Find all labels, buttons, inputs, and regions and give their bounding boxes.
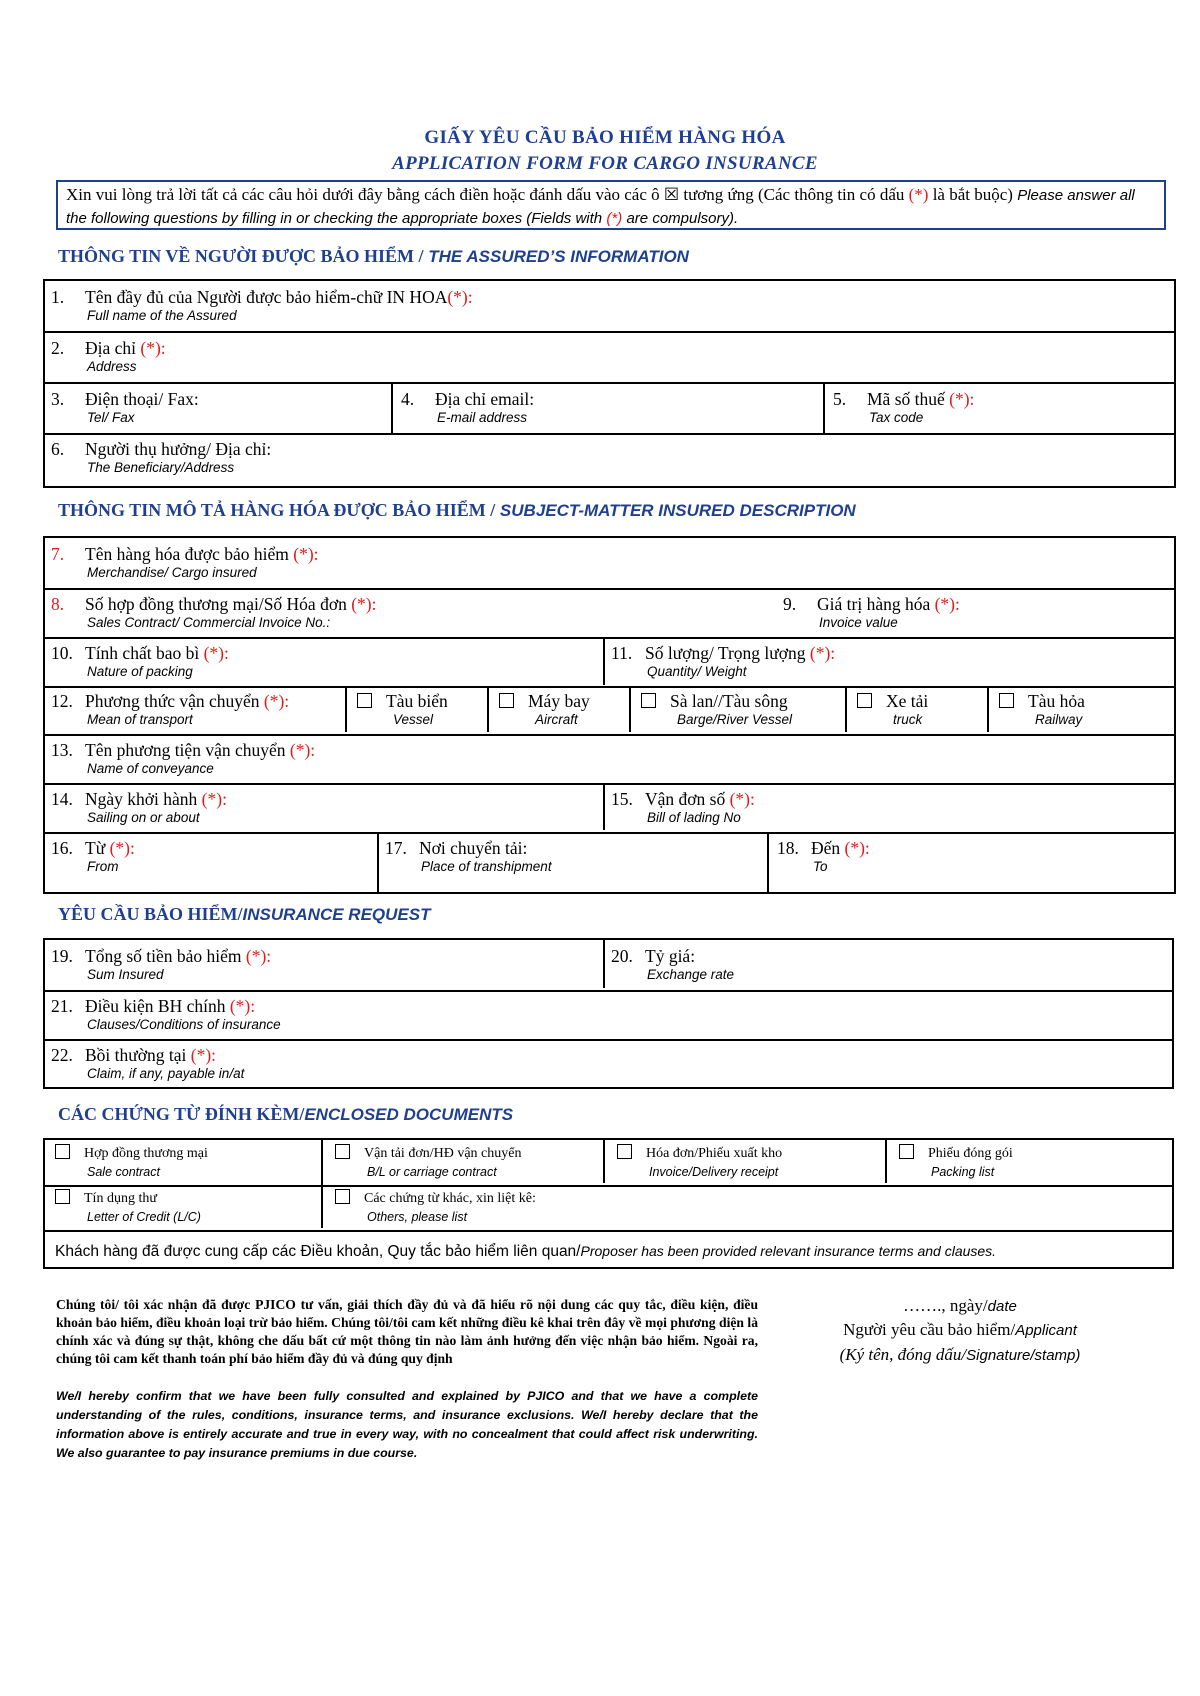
checkbox-vessel[interactable]: Tàu biển Vessel — [357, 691, 448, 728]
field-merchandise[interactable]: 7. Tên hàng hóa được bảo hiểm (*): Merchandise/ Cargo insured — [51, 544, 319, 580]
checkbox-icon[interactable] — [335, 1144, 350, 1159]
section-subject-heading: THÔNG TIN MÔ TẢ HÀNG HÓA ĐƯỢC BẢO HIỂM / SUBJECT-MATTER INSURED DESCRIPTION — [58, 500, 856, 520]
field-sailing-date[interactable]: 14. Ngày khởi hành (*): Sailing on or about — [51, 789, 227, 825]
required-mark-en: (*) — [606, 210, 623, 227]
checkbox-icon[interactable] — [357, 693, 372, 708]
instructions-en: Please answer all the following questions by filling in or checking the appropriate boxes (Fields with — [66, 187, 1135, 227]
field-tax-code[interactable]: 5. Mã số thuế (*): Tax code — [833, 389, 975, 425]
field-exchange-rate[interactable]: 20. Tỷ giá: Exchange rate — [611, 946, 735, 982]
terms-provided-statement: Khách hàng đã được cung cấp các Điều khoản, Quy tắc bảo hiểm liên quan/Proposer has been provided relevant insurance terms and clauses. — [55, 1243, 997, 1260]
checkbox-aircraft[interactable]: Máy bay Aircraft — [499, 691, 590, 728]
enclosed-documents-table — [43, 1138, 1174, 1269]
field-transport-mean: 12. Phương thức vận chuyển (*): Mean of transport — [51, 691, 290, 727]
field-email[interactable]: 4. Địa chỉ email: E-mail address — [401, 389, 535, 425]
checkbox-railway[interactable]: Tàu hỏa Railway — [999, 691, 1085, 728]
instructions-en-end: are compulsory). — [626, 210, 739, 227]
checkbox-icon[interactable] — [899, 1144, 914, 1159]
instructions-box — [56, 180, 1166, 230]
instructions-vi-end: là bắt buộc) — [932, 185, 1013, 204]
signature-applicant: Người yêu cầu bảo hiểm/Applicant — [843, 1320, 1077, 1339]
doc-packing-list[interactable]: Phiếu đóng gói Packing list — [899, 1145, 1013, 1181]
field-clauses[interactable]: 21. Điều kiện BH chính (*): Clauses/Conditions of insurance — [51, 996, 281, 1032]
field-full-name[interactable]: 1. Tên đầy đủ của Người được bảo hiểm-chữ IN HOA(*): Full name of the Assured — [51, 287, 473, 323]
checkbox-icon[interactable] — [857, 693, 872, 708]
section-assured-heading: THÔNG TIN VỀ NGƯỜI ĐƯỢC BẢO HIỂM / THE ASSURED’S INFORMATION — [58, 246, 689, 266]
required-mark: (*) — [908, 185, 929, 204]
doc-invoice[interactable]: Hóa đơn/Phiếu xuất kho Invoice/Delivery receipt — [617, 1145, 782, 1181]
form-title-en: APPLICATION FORM FOR CARGO INSURANCE — [392, 153, 818, 174]
field-tel-fax[interactable]: 3. Điện thoại/ Fax: Tel/ Fax — [51, 389, 199, 425]
field-conveyance[interactable]: 13. Tên phương tiện vận chuyển (*): Name of conveyance — [51, 740, 316, 776]
field-claim-payable[interactable]: 22. Bồi thường tại (*): Claim, if any, payable in/at — [51, 1045, 245, 1081]
field-transhipment[interactable]: 17. Nơi chuyển tải: Place of transhipment — [385, 838, 552, 874]
checkbox-icon[interactable] — [641, 693, 656, 708]
form-title-vi: GIẤY YÊU CẦU BẢO HIỂM HÀNG HÓA — [424, 127, 786, 148]
field-packing[interactable]: 10. Tính chất bao bì (*): Nature of packing — [51, 643, 229, 679]
checkbox-icon[interactable] — [617, 1144, 632, 1159]
doc-others[interactable]: Các chứng từ khác, xin liệt kê: Others, please list — [335, 1190, 536, 1226]
field-quantity[interactable]: 11. Số lượng/ Trọng lượng (*): Quantity/ Weight — [611, 643, 836, 679]
doc-letter-of-credit[interactable]: Tín dụng thư Letter of Credit (L/C) — [55, 1190, 201, 1226]
checkbox-icon[interactable] — [335, 1189, 350, 1204]
insurance-request-table — [43, 938, 1174, 1089]
checkbox-icon[interactable] — [499, 693, 514, 708]
declaration-vi: Chúng tôi/ tôi xác nhận đã được PJICO tư vấn, giải thích đầy đủ và đã hiểu rõ nội dung các quy tắc, điều kiện, điều khoản bảo hiểm, điều khoản loại trừ bảo hiểm. Chúng tôi/tôi cam kết những điều kê khai trên đây về mọi phương diện là chính xác và đúng sự thật, không che dấu bất cứ một thông tin nào làm ảnh hưởng đến việc nhận bảo hiểm. Ngoài ra, chúng tôi cam kết thanh toán phí bảo hiểm đầy đủ và đúng quy định — [56, 1297, 758, 1366]
signature-date[interactable]: ……., ngày/date — [903, 1296, 1017, 1315]
section-documents-heading: CÁC CHỨNG TỪ ĐÍNH KÈM/ENCLOSED DOCUMENTS — [58, 1104, 514, 1124]
checkbox-barge[interactable]: Sà lan//Tàu sông Barge/River Vessel — [641, 691, 792, 728]
field-sales-contract[interactable]: 8. Số hợp đồng thương mại/Số Hóa đơn (*): Sales Contract/ Commercial Invoice No.: — [51, 594, 377, 630]
field-bill-of-lading[interactable]: 15. Vận đơn số (*): Bill of lading No — [611, 789, 755, 825]
field-beneficiary[interactable]: 6. Người thụ hưởng/ Địa chỉ: The Beneficiary/Address — [51, 439, 272, 475]
signature-stamp-note: (Ký tên, đóng dấu/Signature/stamp) — [839, 1345, 1081, 1364]
field-invoice-value[interactable]: 9. Giá trị hàng hóa (*): Invoice value — [783, 594, 960, 630]
field-to[interactable]: 18. Đến (*): To — [777, 838, 870, 874]
assured-info-table — [43, 279, 1176, 488]
declaration-en: We/I hereby confirm that we have been fully consulted and explained by PJICO and that we have a complete understanding of the rules, conditions, insurance terms, and insurance exclusions. We/I hereby declare that the information above is entirely accurate and true in every way, with no concealment that could affect risk underwriting. We also guarantee to pay insurance premiums in due course. — [56, 1389, 758, 1460]
field-sum-insured[interactable]: 19. Tổng số tiền bảo hiểm (*): Sum Insured — [51, 946, 272, 982]
checkbox-icon[interactable] — [55, 1189, 70, 1204]
instructions-vi: Xin vui lòng trả lời tất cả các câu hỏi dưới đây bằng cách điền hoặc đánh dấu vào các ô ☒ tương ứng (Các thông tin có dấu — [66, 185, 905, 204]
field-from[interactable]: 16. Từ (*): From — [51, 838, 135, 874]
field-address[interactable]: 2. Địa chỉ (*): Address — [51, 338, 166, 374]
cargo-info-table — [43, 536, 1176, 894]
checkbox-icon[interactable] — [999, 693, 1014, 708]
doc-bill-of-lading[interactable]: Vận tải đơn/HĐ vận chuyển B/L or carriage contract — [335, 1145, 521, 1181]
doc-sale-contract[interactable]: Hợp đồng thương mại Sale contract — [55, 1145, 208, 1181]
checkbox-icon[interactable] — [55, 1144, 70, 1159]
section-request-heading: YÊU CẦU BẢO HIỂM/INSURANCE REQUEST — [58, 904, 431, 924]
checkbox-truck[interactable]: Xe tải truck — [857, 691, 928, 728]
